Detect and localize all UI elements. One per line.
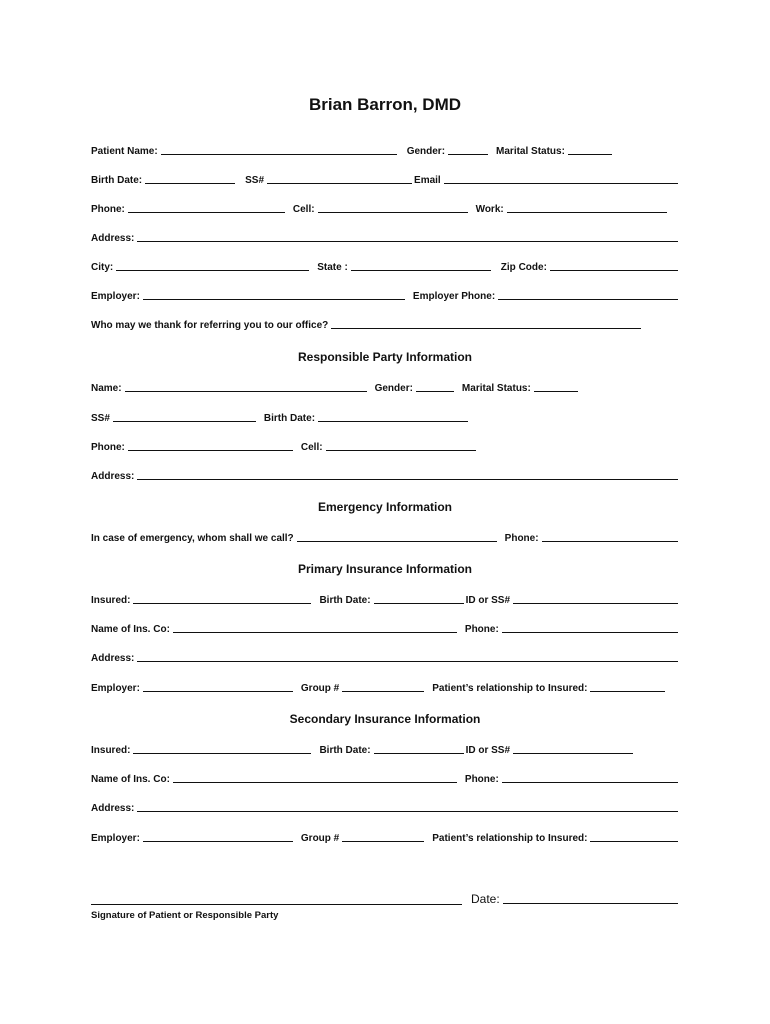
address-field[interactable] bbox=[137, 240, 678, 242]
primary-employer-label: Employer: bbox=[91, 683, 140, 694]
emergency-phone-field[interactable] bbox=[542, 540, 678, 542]
work-field[interactable] bbox=[507, 211, 667, 213]
primary-row-insured bbox=[91, 592, 678, 606]
responsible-row-phone bbox=[91, 439, 678, 453]
responsible-ss-field[interactable] bbox=[113, 420, 256, 422]
signature-field[interactable] bbox=[91, 904, 462, 905]
responsible-gender-field[interactable] bbox=[416, 390, 454, 392]
birth-date-label: Birth Date: bbox=[91, 175, 143, 186]
primary-group-label: Group # bbox=[300, 683, 340, 694]
primary-insurance-heading: Primary Insurance Information bbox=[297, 562, 473, 576]
patient-name-field[interactable] bbox=[161, 153, 397, 155]
responsible-marital-field[interactable] bbox=[534, 390, 578, 392]
cell-label: Cell: bbox=[292, 204, 315, 215]
responsible-cell-field[interactable] bbox=[326, 449, 476, 451]
primary-address-label: Address: bbox=[91, 653, 135, 664]
responsible-phone-label: Phone: bbox=[91, 442, 125, 453]
responsible-name-field[interactable] bbox=[125, 390, 367, 392]
responsible-row-name bbox=[91, 380, 678, 394]
primary-employer-field[interactable] bbox=[143, 690, 293, 692]
primary-insured-field[interactable] bbox=[133, 602, 311, 604]
city-field[interactable] bbox=[116, 269, 309, 271]
primary-phone-field[interactable] bbox=[502, 631, 678, 633]
primary-relationship-label: Patient’s relationship to Insured: bbox=[432, 683, 588, 694]
primary-row-address bbox=[91, 650, 678, 664]
emergency-heading: Emergency Information bbox=[317, 500, 453, 514]
primary-relationship-field[interactable] bbox=[590, 690, 665, 692]
responsible-birth-field[interactable] bbox=[318, 420, 468, 422]
emergency-contact-field[interactable] bbox=[297, 540, 497, 542]
primary-group-field[interactable] bbox=[342, 690, 424, 692]
patient-row-name bbox=[91, 143, 678, 157]
secondary-id-field[interactable] bbox=[513, 752, 633, 754]
secondary-row-address bbox=[91, 800, 678, 814]
patient-row-city bbox=[91, 259, 678, 273]
primary-phone-label: Phone: bbox=[464, 624, 499, 635]
responsible-gender-label: Gender: bbox=[374, 383, 413, 394]
responsible-address-field[interactable] bbox=[137, 478, 678, 480]
state-field[interactable] bbox=[351, 269, 491, 271]
primary-birth-label: Birth Date: bbox=[319, 595, 371, 606]
zip-code-field[interactable] bbox=[550, 269, 678, 271]
city-label: City: bbox=[91, 262, 114, 273]
patient-row-address bbox=[91, 230, 678, 244]
primary-insured-label: Insured: bbox=[91, 595, 131, 606]
zip-code-label: Zip Code: bbox=[500, 262, 547, 273]
gender-field[interactable] bbox=[448, 153, 488, 155]
secondary-group-field[interactable] bbox=[342, 840, 424, 842]
birth-date-field[interactable] bbox=[145, 182, 235, 184]
primary-row-employer bbox=[91, 680, 678, 694]
responsible-row-ss bbox=[91, 410, 678, 424]
primary-row-company bbox=[91, 621, 678, 635]
primary-ins-name-label: Name of Ins. Co: bbox=[91, 624, 170, 635]
marital-status-label: Marital Status: bbox=[496, 146, 565, 157]
responsible-phone-field[interactable] bbox=[128, 449, 293, 451]
secondary-relationship-field[interactable] bbox=[590, 840, 678, 842]
responsible-name-label: Name: bbox=[91, 383, 122, 394]
secondary-group-label: Group # bbox=[300, 833, 340, 844]
responsible-birth-label: Birth Date: bbox=[263, 413, 316, 424]
secondary-id-label: ID or SS# bbox=[465, 745, 511, 756]
responsible-party-heading: Responsible Party Information bbox=[297, 350, 473, 364]
address-label: Address: bbox=[91, 233, 135, 244]
employer-label: Employer: bbox=[91, 291, 140, 302]
patient-row-birth bbox=[91, 172, 678, 186]
responsible-cell-label: Cell: bbox=[300, 442, 323, 453]
date-field[interactable] bbox=[503, 902, 678, 904]
secondary-employer-field[interactable] bbox=[143, 840, 293, 842]
state-label: State : bbox=[317, 262, 348, 273]
patient-row-phone bbox=[91, 201, 678, 215]
email-field[interactable] bbox=[444, 182, 678, 184]
employer-phone-field[interactable] bbox=[498, 298, 678, 300]
primary-birth-field[interactable] bbox=[374, 602, 464, 604]
primary-ins-name-field[interactable] bbox=[173, 631, 457, 633]
responsible-address-label: Address: bbox=[91, 471, 135, 482]
work-label: Work: bbox=[475, 204, 504, 215]
referral-label: Who may we thank for referring you to our office? bbox=[91, 320, 329, 331]
cell-field[interactable] bbox=[318, 211, 468, 213]
secondary-birth-field[interactable] bbox=[374, 752, 464, 754]
emergency-contact-label: In case of emergency, whom shall we call? bbox=[91, 533, 294, 544]
secondary-insured-label: Insured: bbox=[91, 745, 131, 756]
primary-address-field[interactable] bbox=[137, 660, 678, 662]
date-row bbox=[471, 891, 678, 906]
responsible-marital-label: Marital Status: bbox=[461, 383, 531, 394]
responsible-ss-label: SS# bbox=[91, 413, 110, 424]
phone-label: Phone: bbox=[91, 204, 125, 215]
secondary-employer-label: Employer: bbox=[91, 833, 140, 844]
secondary-address-label: Address: bbox=[91, 803, 135, 814]
secondary-insurance-heading: Secondary Insurance Information bbox=[289, 712, 481, 726]
employer-field[interactable] bbox=[143, 298, 405, 300]
gender-label: Gender: bbox=[406, 146, 446, 157]
secondary-birth-label: Birth Date: bbox=[319, 745, 371, 756]
employer-phone-label: Employer Phone: bbox=[412, 291, 496, 302]
form-title: Brian Barron, DMD bbox=[308, 95, 462, 114]
emergency-phone-label: Phone: bbox=[504, 533, 539, 544]
patient-row-employer bbox=[91, 288, 678, 302]
secondary-phone-label: Phone: bbox=[464, 774, 499, 785]
primary-id-field[interactable] bbox=[513, 602, 678, 604]
patient-name-label: Patient Name: bbox=[91, 146, 158, 157]
secondary-relationship-label: Patient’s relationship to Insured: bbox=[432, 833, 588, 844]
primary-id-label: ID or SS# bbox=[465, 595, 511, 606]
secondary-row-company bbox=[91, 771, 678, 785]
signature-label: Signature of Patient or Responsible Party bbox=[91, 910, 279, 921]
referral-field[interactable] bbox=[331, 327, 641, 329]
responsible-row-address bbox=[91, 468, 678, 482]
secondary-phone-field[interactable] bbox=[502, 781, 678, 783]
emergency-row bbox=[91, 530, 678, 544]
secondary-insured-field[interactable] bbox=[133, 752, 311, 754]
phone-field[interactable] bbox=[128, 211, 285, 213]
date-label: Date: bbox=[471, 892, 500, 906]
secondary-ins-name-field[interactable] bbox=[173, 781, 457, 783]
secondary-row-insured bbox=[91, 742, 678, 756]
ss-field[interactable] bbox=[267, 182, 412, 184]
secondary-address-field[interactable] bbox=[137, 810, 678, 812]
secondary-ins-name-label: Name of Ins. Co: bbox=[91, 774, 170, 785]
secondary-row-employer bbox=[91, 830, 678, 844]
ss-label: SS# bbox=[245, 175, 265, 186]
patient-row-referral bbox=[91, 317, 678, 331]
marital-status-field[interactable] bbox=[568, 153, 612, 155]
email-label: Email bbox=[414, 175, 441, 186]
